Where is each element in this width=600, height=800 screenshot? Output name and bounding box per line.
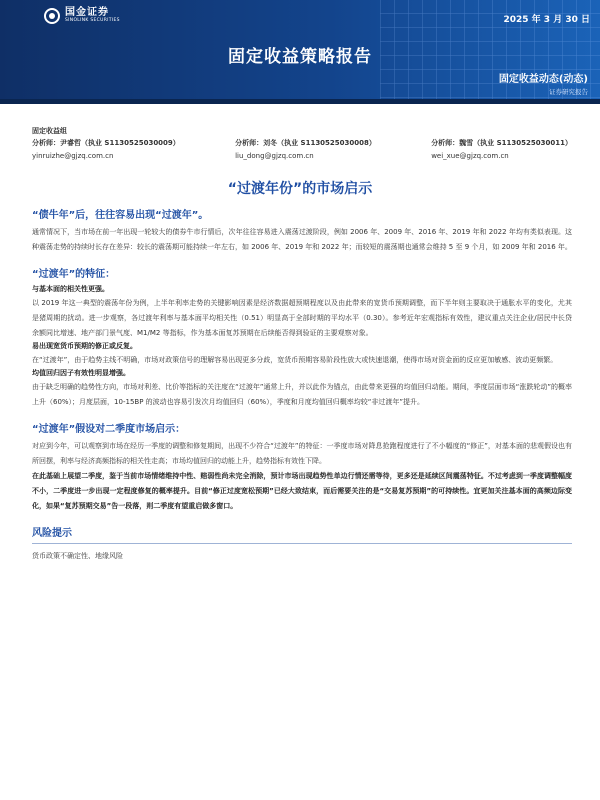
brand-name-cn: 国金证券 <box>65 7 109 19</box>
report-subtitle: 固定收益动态(动态) <box>498 74 588 85</box>
analyst-name: 分析师：魏雪（执业 S1130525030011） <box>431 139 572 147</box>
report-department: 证券研究报告 <box>549 88 588 96</box>
analyst-list <box>32 138 572 160</box>
brand-name-en: SINOLINK SECURITIES <box>65 17 120 23</box>
analyst-name: 分析师：刘冬（执业 S1130525030008） <box>235 139 376 147</box>
paragraph: 对应到今年，可以观察到市场在经历一季度的调整和修复期间，出现不少符合“过渡年”的特征：一季度市场对降息抢跑程度进行了不小幅度的“修正”，对基本面的悲观假设也有所回摆，利率与经济高频指标的相关性走高；市场均值回归的动能上升，趋势指标有效性下降。 <box>32 442 572 465</box>
team-name: 固定收益组 <box>32 127 67 135</box>
brand-logo-icon <box>44 8 60 24</box>
analyst-card <box>431 138 572 160</box>
analyst-email[interactable]: wei_xue@gjzq.com.cn <box>431 152 509 160</box>
section-heading: “过渡年”假设对二季度市场启示： <box>32 424 186 435</box>
paragraph: 由于缺乏明确的趋势性方向，市场对利差、比价等指标的关注度在“过渡年”通常上升，并以此作为锚点，由此带来更强的均值回归动能。期间，季度层面市场“涨跌轮动”的概率上升（60%）；月度层面，10-15BP 的波动也容易引发次月均值回归（60%），季度和月度均值回归概率均较“非过渡年”提升。 <box>32 383 572 406</box>
risk-heading: 风险提示 <box>32 528 72 539</box>
analyst-card <box>32 138 180 160</box>
report-title: 固定收益策略报告 <box>228 47 372 67</box>
subsection-heading: 均值回归因子有效性明显增强。 <box>32 369 130 377</box>
analyst-name: 分析师：尹睿哲（执业 S1130525030009） <box>32 139 180 147</box>
risk-divider <box>32 543 572 544</box>
banner-bottom-bar <box>0 99 600 104</box>
section-heading: “债牛年”后，往往容易出现“过渡年”。 <box>32 210 209 221</box>
analyst-email[interactable]: liu_dong@gjzq.com.cn <box>235 152 314 160</box>
article-body <box>32 206 572 564</box>
subsection-heading: 与基本面的相关性更强。 <box>32 285 109 293</box>
analyst-card <box>235 138 376 160</box>
article-title: “过渡年份”的市场启示 <box>227 181 373 197</box>
report-header-banner <box>0 0 600 104</box>
report-date: 2025 年 3 月 30 日 <box>503 15 590 25</box>
paragraph: 通常情况下，当市场在前一年出现一轮较大的债券牛市行情后，次年往往容易进入震荡过渡阶段，例如 2006 年、2009 年、2016 年、2019 年和 2022 年均有类似表现。这种震荡走势的持续时长存在差异：较长的震荡期可能持续一年左右，如 2006 年、2019 年和 2022 年；而较短的震荡期也通常会维持 5 至 9 个月，如 2009 年和 2016 年。 <box>32 228 572 251</box>
paragraph-emphasis: 在此基础上展望二季度，鉴于当前市场情绪维持中性、赔弱性尚未完全消除，预计市场出现趋势性单边行情还需等待，更多还是延续区间震荡特征。不过考虑到一季度调整幅度不小，二季度进一步出现一定程度修复的概率提升。目前“修正过度宽松预期”已经大致结束，而后需要关注的是“交易复苏预期”的可持续性。宜更加关注基本面的高频边际变化，如果“复苏预期交易”告一段落，则二季度有望重启做多窗口。 <box>32 472 572 510</box>
analyst-email[interactable]: yinruizhe@gjzq.com.cn <box>32 152 114 160</box>
risk-text: 货币政策不确定性、地缘风险 <box>32 552 123 560</box>
brand-logo <box>44 8 120 24</box>
paragraph: 以 2019 年这一典型的震荡年份为例，上半年利率走势的关键影响因素是经济数据超预期程度以及由此带来的宽货币预期调整，而下半年则主要取决于通胀水平的变化，尤其是猪周期的扰动。进一步观察，各过渡年利率与基本面平均相关性（0.51）明显高于全部时期的平均水平（0.30）。参考近年宏观指标有效性，建议重点关注企业/居民中长贷余额同比增速、地产部门景气度、M1/M2 等指标，作为基本面复苏预期在后续能否得到验证的主要观察对象。 <box>32 299 572 337</box>
section-heading: “过渡年”的特征： <box>32 269 116 280</box>
paragraph: 在“过渡年”，由于趋势主线不明确，市场对政策信号的理解容易出现更多分歧，宽货币预期容易阶段性放大或快速退潮，使得市场对资金面的反应更加敏感、波动更频繁。 <box>32 356 558 364</box>
subsection-heading: 易出现宽货币预期的修正或反复。 <box>32 342 137 350</box>
